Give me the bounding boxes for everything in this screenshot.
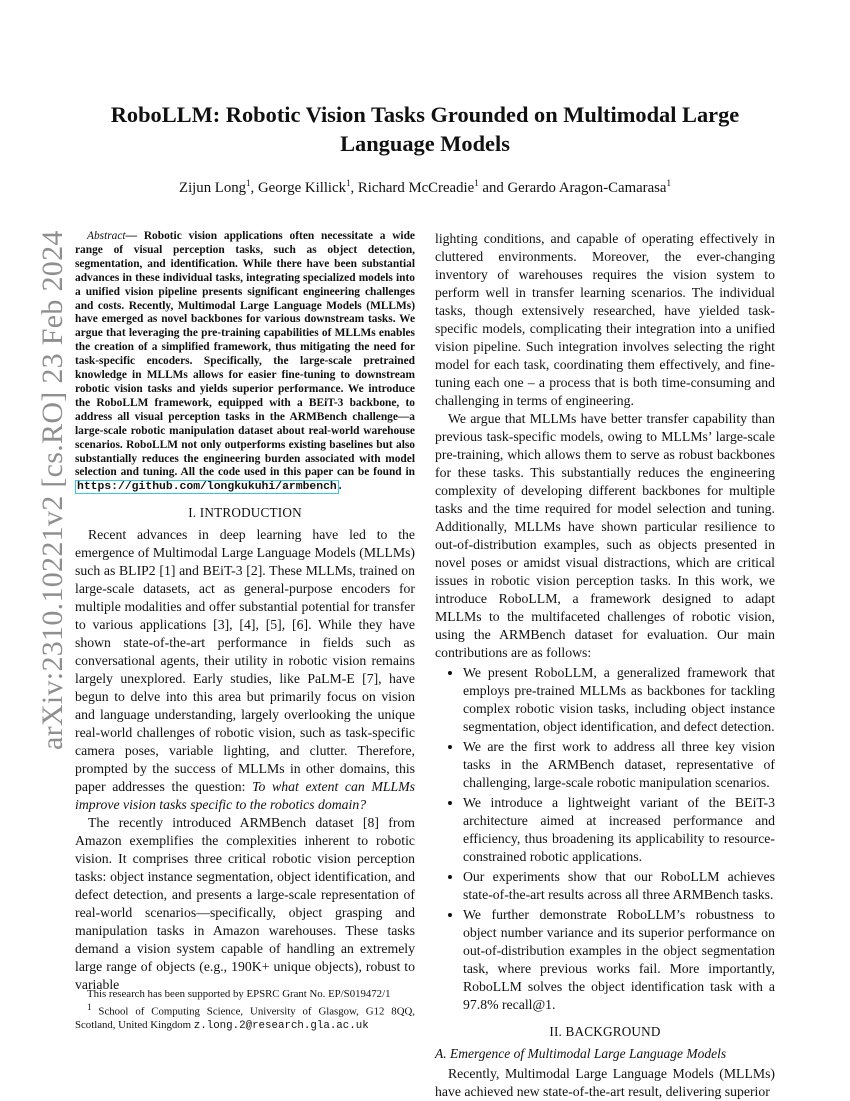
subsection-heading-mllms: A. Emergence of Multimodal Large Language Models <box>435 1046 727 1061</box>
author-affiliation-mark: 1 <box>246 178 251 188</box>
author-name: Zijun Long <box>179 179 247 196</box>
right-column <box>435 230 775 1101</box>
author-affiliation-mark: 1 <box>474 178 479 188</box>
funding-note: This research has been supported by EPSRC Grant No. EP/S019472/1 <box>87 988 391 1000</box>
author-affiliation-mark: 1 <box>346 178 351 188</box>
list-item: • Our experiments show that our RoboLLM achieves state-of-the-art results across all three ARMBench tasks. <box>463 868 775 904</box>
author-list <box>75 178 775 197</box>
intro-paragraph-1-text: Recent advances in deep learning have led to the emergence of Multimodal Large Language Models (MLLMs) such as BLIP2 [1] and BEiT-3 [2]. These MLLMs, trained on large-scale datasets, act as general-purpose encoders for multiple modalities and offer substantial potential for transfer to various applications [3], [4], [5], [6]. While they have shown state-of-the-art performance in fields such as conversational agents, their utility in robotic vision remains largely unexplored. Early studies, like PaLM-E [7], have begun to delve into this area but primarily focus on vision and language understanding, largely overlooking the unique real-world challenges of robotic vision, such as task-specific camera poses, variable lighting, and clutter. Therefore, prompted by the success of MLLMs in other domains, this paper addresses the question: <box>75 527 415 795</box>
paper-title: RoboLLM: Robotic Vision Tasks Grounded on Multimodal Large Language Models <box>110 102 740 156</box>
abstract-label: Abstract <box>87 230 126 242</box>
list-item: • We further demonstrate RoboLLM’s robustness to object number variance and its superior performance on out-of-distribution examples in the object segmentation task, where previous works fail. More importantly, RoboLLM solves the object identification task with a 97.8% recall@1. <box>463 906 775 1014</box>
author-email: z.long.2@research.gla.ac.uk <box>193 1019 369 1032</box>
author-conjunction: and <box>478 179 508 196</box>
intro-paragraph-1 <box>75 526 415 814</box>
code-repository-link[interactable]: https://github.com/longkukuhi/armbench <box>77 481 337 494</box>
author-name: George Killick <box>257 179 347 196</box>
intro-paragraph-3: We argue that MLLMs have better transfer capability than previous task-specific models, owing to MLLMs’ large-scale pre-training, which allows them to serve as robust backbones for these tasks. This substantially reduces the engineering complexity of developing different backbones for multiple tasks and the time required for model selection and tuning. Additionally, MLLMs have shown particular resilience to out-of-distribution examples, such as objects presented in novel poses or amidst visual distractions, which are critical issues in robotic vision perception tasks. In this work, we introduce RoboLLM, a framework designed to adapt MLLMs to the multifaceted challenges of robotic vision, using the ARMBench dataset for evaluation. Our main contributions are as follows: <box>435 411 775 660</box>
list-item: • We present RoboLLM, a generalized framework that employs pre-trained MLLMs as backbones for tackling complex robotic vision tasks, including object instance segmentation, object identification, and defect detection. <box>463 664 775 736</box>
abstract-text: Robotic vision applications often necessitate a wide range of visual perception tasks, such as object detection, segmentation, and identification. While there have been substantial advances in these individual tasks, integrating specialized models into a unified vision pipeline presents significant engineering challenges and costs. Recently, Multimodal Large Language Models (MLLMs) have emerged as novel backbones for various downstream tasks. We argue that leveraging the pre-training capabilities of MLLMs enables the creation of a simplified framework, thus mitigating the need for task-specific encoders. Specifically, the large-scale pretrained knowledge in MLLMs allows for easier fine-tuning to downstream robotic vision tasks and yields superior performance. We introduce the RoboLLM framework, equipped with a BEiT-3 backbone, to address all visual perception tasks in the ARMBench challenge—a large-scale robotic manipulation dataset about real-world warehouse scenarios. RoboLLM not only outperforms existing baselines but also substantially reduces the engineering burden associated with model selection and tuning. All the code used in this paper can be found in <box>75 230 415 479</box>
arxiv-identifier: arXiv:2310.10221v2 [cs.RO] 23 Feb 2024 <box>36 230 69 750</box>
section-heading-introduction: I. INTRODUCTION <box>188 505 302 521</box>
footnote <box>75 988 415 1033</box>
affiliation-note <box>75 1001 415 1033</box>
list-item: • We introduce a lightweight variant of the BEiT-3 architecture aimed at increased performance and efficiency, thus broadening its applicability to resource-constrained robotic applications. <box>463 794 775 866</box>
section-heading-background: II. BACKGROUND <box>549 1024 661 1039</box>
research-question: To what extent can MLLMs improve vision tasks specific to the robotics domain? <box>75 779 415 813</box>
affiliation-text: School of Computing Science, University of Glasgow, G12 8QQ, Scotland, United Kingdom <box>75 1005 415 1031</box>
abstract-end: . <box>338 480 342 493</box>
author-separator: , <box>250 179 258 196</box>
intro-paragraph-2: The recently introduced ARMBench dataset [8] from Amazon exemplifies the complexities inherent to robotic vision. It comprises three critical robotic vision perception tasks: object instance segmentation, object identification, and defect detection, and presents a large-scale representation of real-world scenarios—specifically, object grasping and manipulation tasks in Amazon warehouses. These tasks demand a vision system capable of handling an extremely large range of objects (e.g., 190K+ unique objects), robust to variable <box>75 815 415 993</box>
arxiv-sidebar <box>16 230 69 750</box>
abstract <box>75 230 415 495</box>
author-separator: , <box>350 179 358 196</box>
author-name: Richard McCreadie <box>357 179 475 196</box>
affiliation-mark: 1 <box>87 1002 92 1012</box>
background-paragraph-1: Recently, Multimodal Large Language Models (MLLMs) have achieved new state-of-the-art result, delivering superior <box>435 1066 775 1099</box>
intro-paragraph-2-continued: lighting conditions, and capable of operating effectively in cluttered environments. Moreover, the ever-changing inventory of warehouses requires the vision system to perform well in transfer learning scenarios. The individual tasks, though extensively researched, have yielded task-specific models, complicating their integration into a unified vision pipeline. Such integration involves selecting the right model for each task, coordinating them effectively, and fine-tuning each one – a process that is both time-consuming and challenging in terms of engineering. <box>435 231 775 408</box>
left-column <box>75 230 415 994</box>
contributions-list <box>435 664 775 1014</box>
abstract-dash: — <box>125 230 144 242</box>
author-name: Gerardo Aragon-Camarasa <box>507 179 667 196</box>
list-item: • We are the first work to address all three key vision tasks in the ARMBench dataset, representative of challenging, large-scale robotic manipulation scenarios. <box>463 738 775 792</box>
author-affiliation-mark: 1 <box>666 178 671 188</box>
